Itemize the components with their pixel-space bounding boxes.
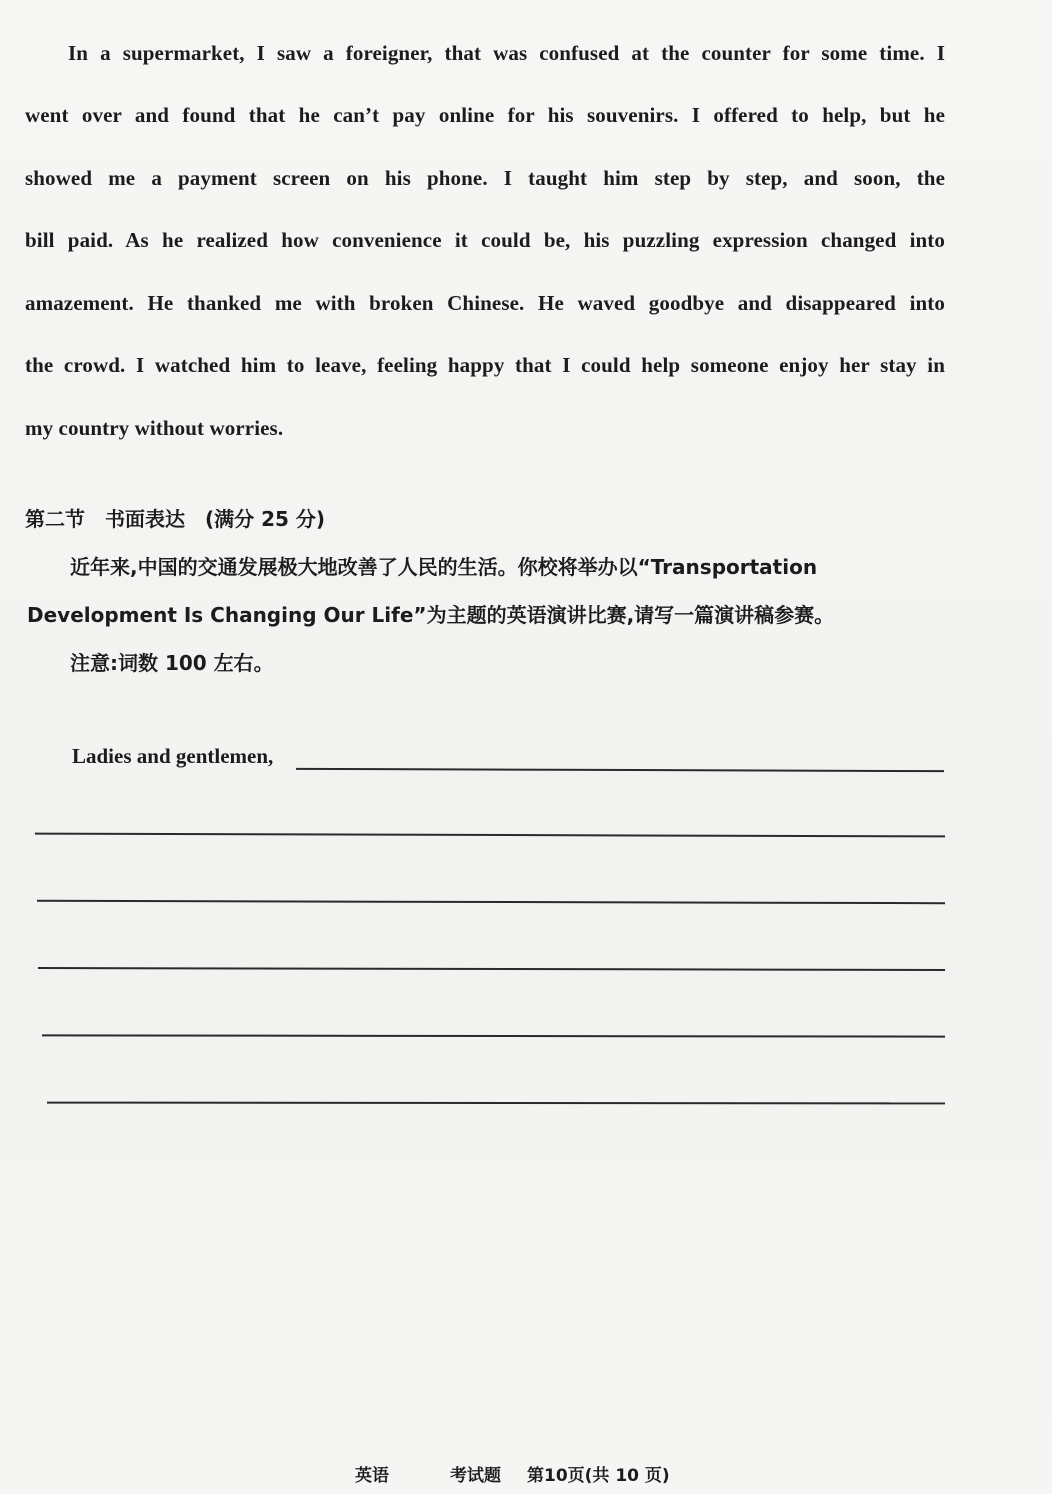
prompt-line-1: 近年来,中国的交通发展极大地改善了人民的生活。你校将举办以“Transportation	[70, 555, 818, 579]
prompt-note: 注意:词数 100 左右。	[70, 651, 274, 675]
section-heading	[25, 503, 325, 532]
answer-line-2[interactable]	[35, 833, 945, 838]
passage-line-2: went over and found that he can’t pay online for his souvenirs. I offered to help, but he	[25, 103, 945, 127]
passage-line-6: the crowd. I watched him to leave, feeling happy that I could help someone enjoy her stay in	[25, 353, 945, 377]
section-score: (满分 25 分)	[205, 507, 326, 531]
answer-line-6[interactable]	[47, 1102, 945, 1105]
footer-subject: 英语	[355, 1466, 389, 1486]
footer-page-number: 第10页(共 10 页)	[527, 1466, 670, 1486]
passage-line-5: amazement. He thanked me with broken Chinese. He waved goodbye and disappeared into	[25, 291, 945, 315]
prompt-line-2: Development Is Changing Our Life”为主题的英语演讲比赛,请写一篇演讲稿参赛。	[27, 603, 835, 627]
passage-line-1: In a supermarket, I saw a foreigner, that was confused at the counter for some time. I	[68, 41, 945, 65]
passage-line-4: bill paid. As he realized how convenience it could be, his puzzling expression changed into	[25, 228, 945, 252]
answer-line-5[interactable]	[42, 1034, 945, 1037]
answer-line-4[interactable]	[38, 967, 945, 971]
passage-line-7: my country without worries.	[25, 416, 284, 440]
footer-paper-type: 考试题	[450, 1466, 501, 1486]
passage-line-3: showed me a payment screen on his phone. I taught him step by step, and soon, the	[25, 166, 945, 190]
writing-start-text: Ladies and gentlemen,	[72, 744, 274, 768]
answer-line-1[interactable]	[296, 768, 944, 772]
section-title: 第二节 书面表达	[25, 507, 185, 531]
answer-line-3[interactable]	[37, 900, 945, 904]
